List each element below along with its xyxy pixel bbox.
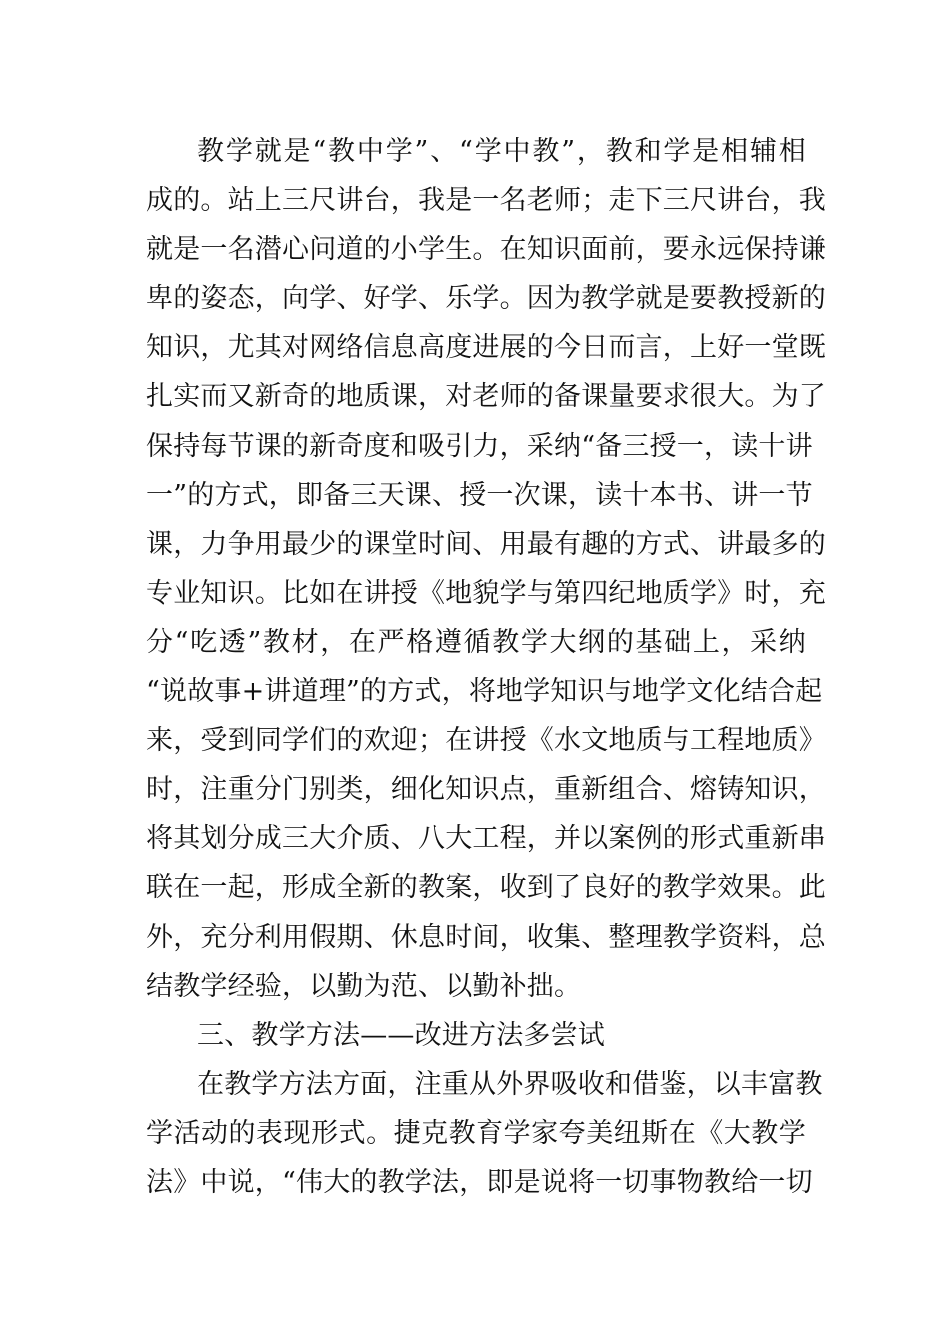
paragraph-line: 外，充分利用假期、休息时间，收集、整理教学资料，总 (146, 921, 826, 953)
paragraph-line: 成的。站上三尺讲台，我是一名老师；走下三尺讲台，我 (146, 185, 826, 217)
paragraph-line: 分“吃透”教材，在严格遵循教学大纲的基础上，采纳 (146, 626, 806, 658)
paragraph-line: 教学就是“教中学”、“学中教”，教和学是相辅相 (197, 136, 806, 167)
paragraph-line: 联在一起，形成全新的教案，收到了良好的教学效果。此 (146, 872, 826, 904)
paragraph-line: 一”的方式，即备三天课、授一次课，读十本书、讲一节 (146, 479, 813, 511)
paragraph-line: 来，受到同学们的欢迎；在讲授《水文地质与工程地质》 (146, 725, 826, 757)
section-heading: 三、教学方法——改进方法多尝试 (197, 1019, 605, 1051)
paragraph-line: 学活动的表现形式。捷克教育学家夸美纽斯在《大教学 (146, 1117, 806, 1149)
paragraph-line: 就是一名潜心问道的小学生。在知识面前，要永远保持谦 (146, 234, 826, 266)
paragraph-line: 保持每节课的新奇度和吸引力，采纳“备三授一，读十讲 (146, 430, 813, 462)
paragraph-line: 知识，尤其对网络信息高度进展的今日而言，上好一堂既 (146, 332, 826, 364)
paragraph-line: 专业知识。比如在讲授《地貌学与第四纪地质学》时，充 (146, 577, 826, 609)
paragraph-line: 扎实而又新奇的地质课，对老师的备课量要求很大。为了 (146, 381, 826, 413)
paragraph-line: “说故事+讲道理”的方式，将地学知识与地学文化结合起 (146, 676, 823, 708)
paragraph-line: 在教学方法方面，注重从外界吸收和借鉴，以丰富教 (197, 1068, 823, 1100)
paragraph-line: 法》中说，“伟大的教学法，即是说将一切事物教给一切 (146, 1166, 813, 1198)
paragraph-line: 课，力争用最少的课堂时间、用最有趣的方式、讲最多的 (146, 528, 826, 560)
document-body (146, 127, 826, 1207)
paragraph-line: 时，注重分门别类，细化知识点，重新组合、熔铸知识， (146, 774, 826, 806)
paragraph-line: 将其划分成三大介质、八大工程，并以案例的形式重新串 (146, 823, 826, 855)
paragraph-line: 结教学经验，以勤为范、以勤补拙。 (146, 970, 582, 1002)
paragraph-line: 卑的姿态，向学、好学、乐学。因为教学就是要教授新的 (146, 283, 826, 315)
